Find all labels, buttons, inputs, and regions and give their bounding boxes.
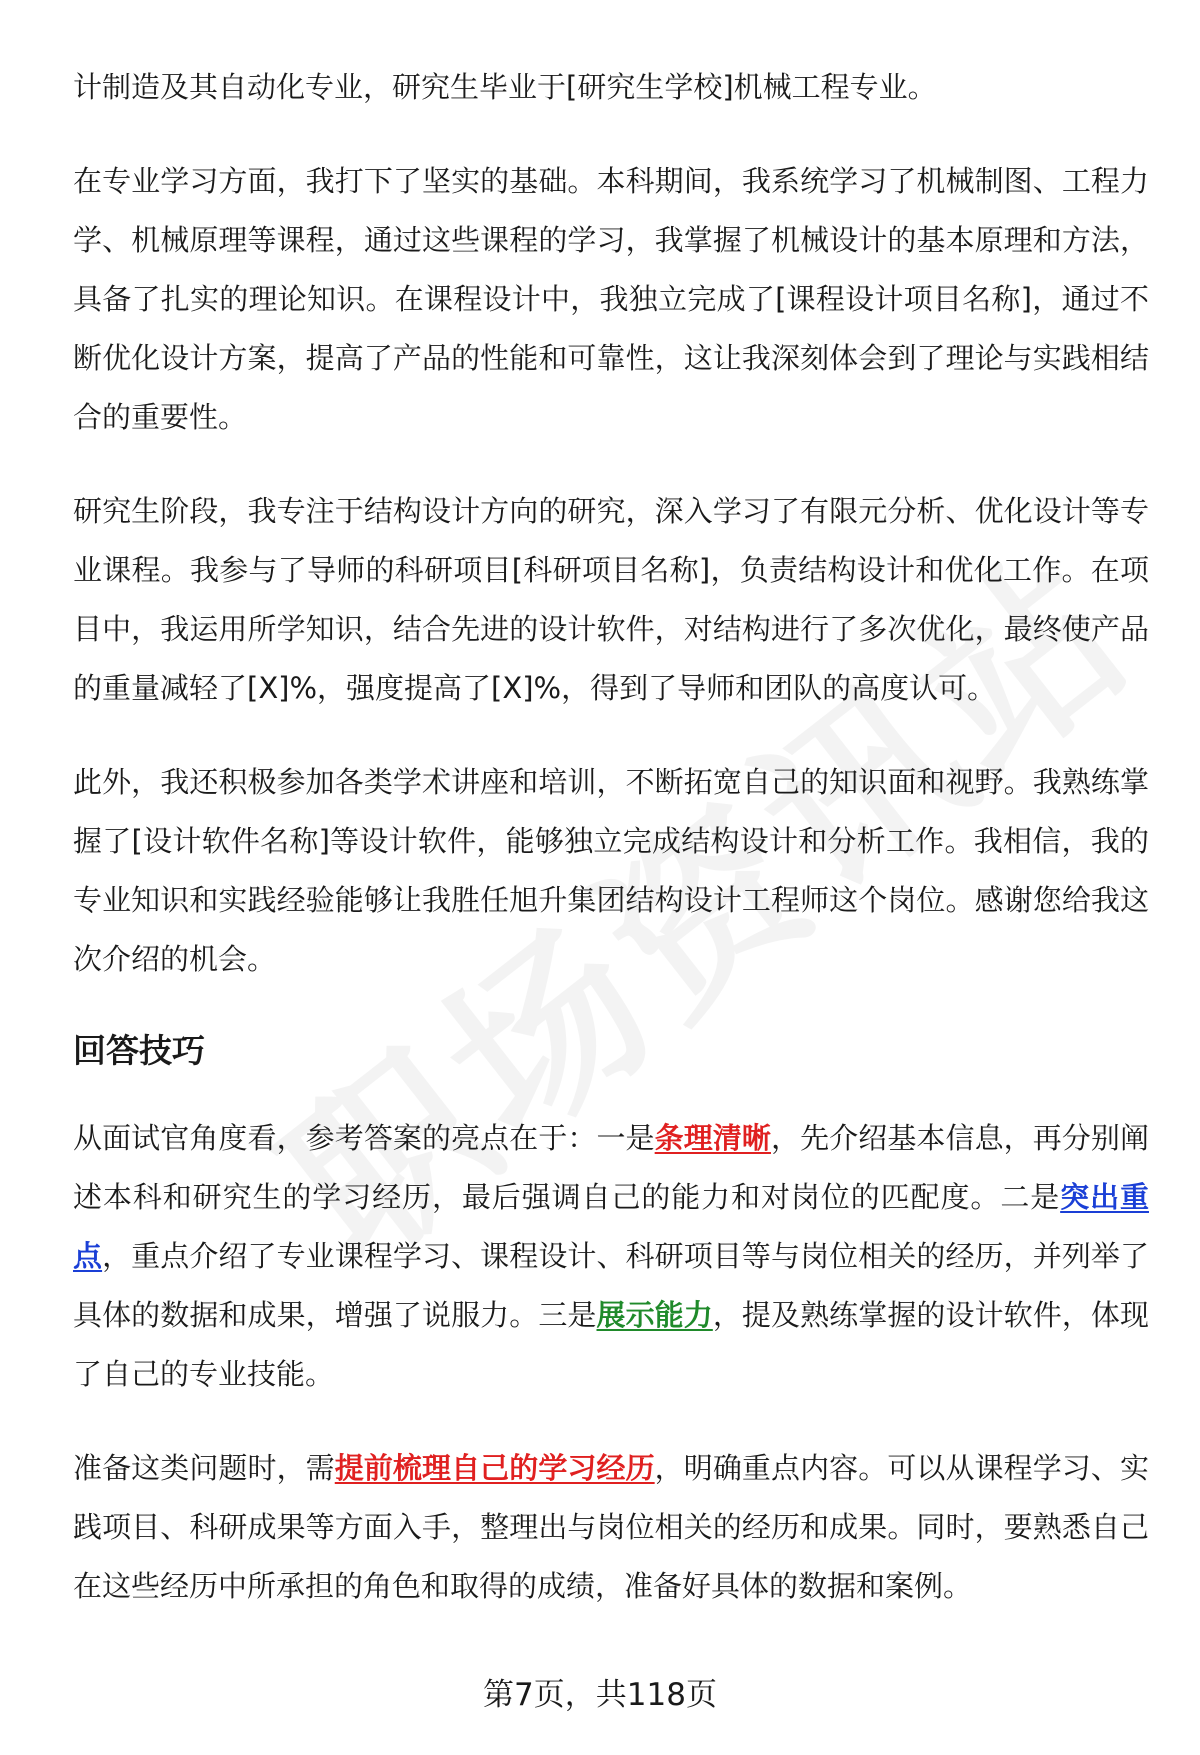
- highlight-clear-structure: 条理清晰: [654, 1121, 771, 1155]
- paragraph-tips-preparation: [73, 1439, 1149, 1616]
- tips-text: 从面试官角度看，参考答案的亮点在于：一是: [73, 1121, 655, 1155]
- document-body: [73, 58, 1149, 1651]
- paragraph-skills: 此外，我还积极参加各类学术讲座和培训，不断拓宽自己的知识面和视野。我熟练掌握了[设计软件名称]等设计软件，能够独立完成结构设计和分析工作。我相信，我的专业知识和实践经验能够让我胜任旭升集团结构设计工程师这个岗位。感谢您给我这次介绍的机会。: [73, 765, 1149, 976]
- page-number: 第7页，共118页: [483, 1677, 717, 1713]
- paragraph-undergraduate: 在专业学习方面，我打下了坚实的基础。本科期间，我系统学习了机械制图、工程力学、机械原理等课程，通过这些课程的学习，我掌握了机械设计的基本原理和方法，具备了扎实的理论知识。在课程设计中，我独立完成了[课程设计项目名称]，通过不断优化设计方案，提高了产品的性能和可靠性，这让我深刻体会到了理论与实践相结合的重要性。: [73, 164, 1149, 434]
- section-title: 回答技巧: [73, 1031, 205, 1070]
- tips-text: ，先介绍基本信息，再分别阐述本科和研究生的学习经历，最后强调自己的能力和对岗位的匹配度。二是: [73, 1121, 1149, 1214]
- paragraph-education: 计制造及其自动化专业，研究生毕业于[研究生学校]机械工程专业。: [73, 70, 937, 104]
- tips-text: 准备这类问题时，需: [73, 1451, 335, 1485]
- tips-text: ，明确重点内容。可以从课程学习、实践项目、科研成果等方面入手，整理出与岗位相关的经历和成果。同时，要熟悉自己在这些经历中所承担的角色和取得的成绩，准备好具体的数据和案例。: [73, 1451, 1149, 1603]
- paragraph-graduate: 研究生阶段，我专注于结构设计方向的研究，深入学习了有限元分析、优化设计等专业课程。我参与了导师的科研项目[科研项目名称]，负责结构设计和优化工作。在项目中，我运用所学知识，结合先进的设计软件，对结构进行了多次优化，最终使产品的重量减轻了[X]%，强度提高了[X]%，得到了导师和团队的高度认可。: [73, 494, 1149, 705]
- paragraph-tips-highlights: [73, 1109, 1149, 1404]
- tips-text: ，重点介绍了专业课程学习、课程设计、科研项目等与岗位相关的经历，并列举了具体的数据和成果，增强了说服力。三是: [73, 1239, 1149, 1332]
- highlight-review-experience: 提前梳理自己的学习经历: [334, 1451, 655, 1485]
- highlight-show-ability: 展示能力: [596, 1298, 713, 1332]
- highlight-key-points: 突出重点: [73, 1180, 1149, 1273]
- tips-text: ，提及熟练掌握的设计软件，体现了自己的专业技能。: [73, 1298, 1149, 1391]
